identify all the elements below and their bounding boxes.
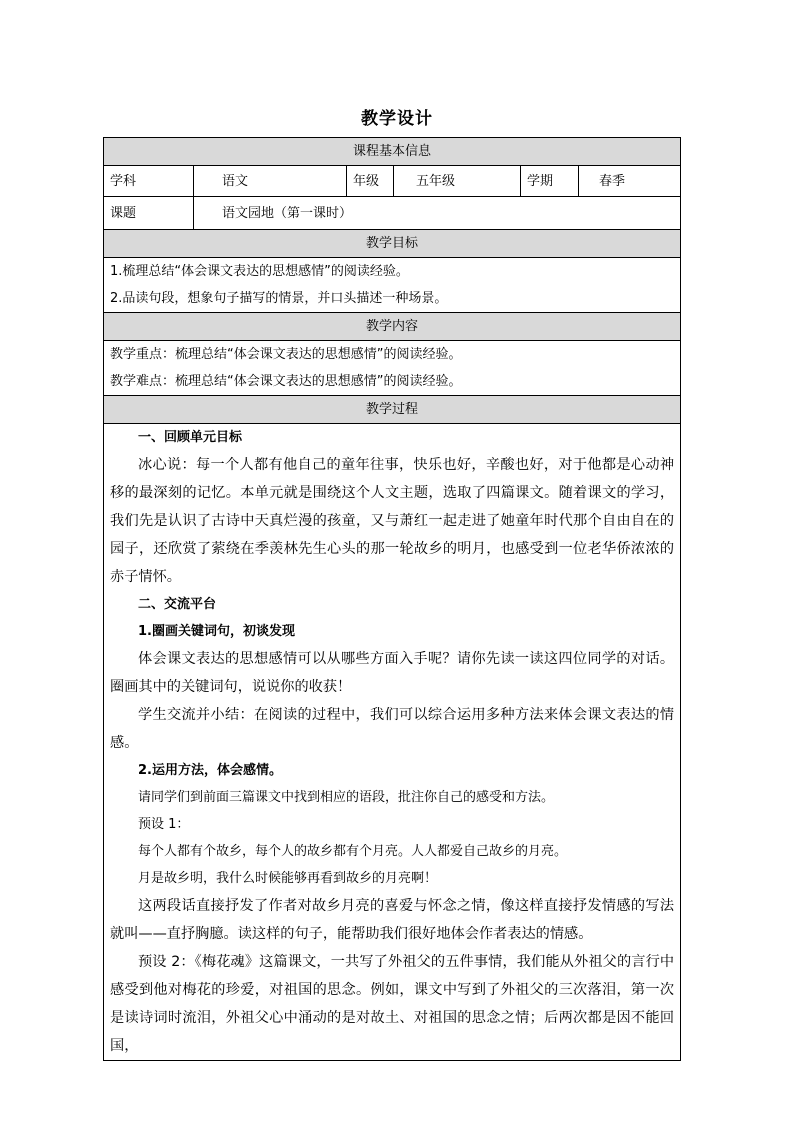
paragraph: 体会课文表达的思想感情可以从哪些方面入手呢？请你先读一读这四位同学的对话。圈画其中的关键词句，说说你的收获！	[110, 651, 675, 695]
paragraph: 预设 2：《梅花魂》这篇课文，一共写了外祖父的五件事情，我们能从外祖父的言行中感受到他对梅花的珍爱，对祖国的思念。例如，课文中写到了外祖父的三次落泪，第一次是读诗词时流泪，外祖父心中涌动的是对故土、对祖国的思念之情；后两次都是因不能回国，	[110, 954, 675, 1054]
subsection-heading: 1.圈画关键词句，初谈发现	[138, 624, 295, 639]
paragraph: 请同学们到前面三篇课文中找到相应的语段，批注你自己的感受和方法。	[138, 790, 555, 805]
paragraph: 冰心说：每一个人都有他自己的童年往事，快乐也好，辛酸也好，对于他都是心动神移的最深刻的记忆。本单元就是围绕这个人文主题，选取了四篇课文。随着课文的学习，我们先是认识了古诗中天真烂漫的孩童，又与萧红一起走进了她童年时代那个自由自在的园子，还欣赏了萦绕在季羡林先生心头的那一轮故乡的明月，也感受到一位老华侨浓浓的赤子情怀。	[110, 457, 675, 585]
quote-line: 月是故乡明，我什么时候能够再看到故乡的月亮啊！	[138, 871, 438, 886]
topic-value: 语文园地（第一课时）	[194, 197, 681, 230]
process-header: 教学过程	[104, 396, 681, 424]
process-cell	[104, 424, 681, 1061]
preset-label: 预设 1：	[138, 817, 190, 832]
objective-item: 2.品读句段，想象句子描写的情景，并口头描述一种场景。	[110, 291, 448, 306]
term-value: 春季	[579, 166, 681, 197]
grade-label: 年级	[347, 166, 394, 197]
term-label: 学期	[521, 166, 579, 197]
subject-value: 语文	[194, 166, 347, 197]
section-heading: 一、回顾单元目标	[138, 430, 243, 445]
paragraph: 这两段话直接抒发了作者对故乡月亮的喜爱与怀念之情，像这样直接抒发情感的写法就叫——直抒胸臆。读这样的句子，能帮助我们很好地体会作者表达的情感。	[110, 898, 675, 942]
paragraph: 学生交流并小结：在阅读的过程中，我们可以综合运用多种方法来体会课文表达的情感。	[110, 707, 675, 751]
subject-label: 学科	[104, 166, 194, 197]
lesson-plan-table	[103, 137, 681, 1061]
content-cell	[104, 341, 681, 396]
objectives-header: 教学目标	[104, 230, 681, 258]
difficulty-point: 教学难点：梳理总结“体会课文表达的思想感情”的阅读经验。	[110, 374, 462, 389]
quote-line: 每个人都有个故乡，每个人的故乡都有个月亮。人人都爱自己故乡的月亮。	[138, 844, 568, 859]
page-title: 教学设计	[361, 109, 433, 129]
section-heading: 二、交流平台	[138, 597, 217, 612]
key-point: 教学重点：梳理总结“体会课文表达的思想感情”的阅读经验。	[110, 347, 462, 362]
content-header: 教学内容	[104, 313, 681, 341]
objectives-cell	[104, 258, 681, 313]
basic-info-header: 课程基本信息	[104, 138, 681, 166]
topic-label: 课题	[104, 197, 194, 230]
objective-item: 1.梳理总结“体会课文表达的思想感情”的阅读经验。	[110, 264, 409, 279]
grade-value: 五年级	[394, 166, 521, 197]
subsection-heading: 2.运用方法，体会感情。	[138, 763, 282, 778]
